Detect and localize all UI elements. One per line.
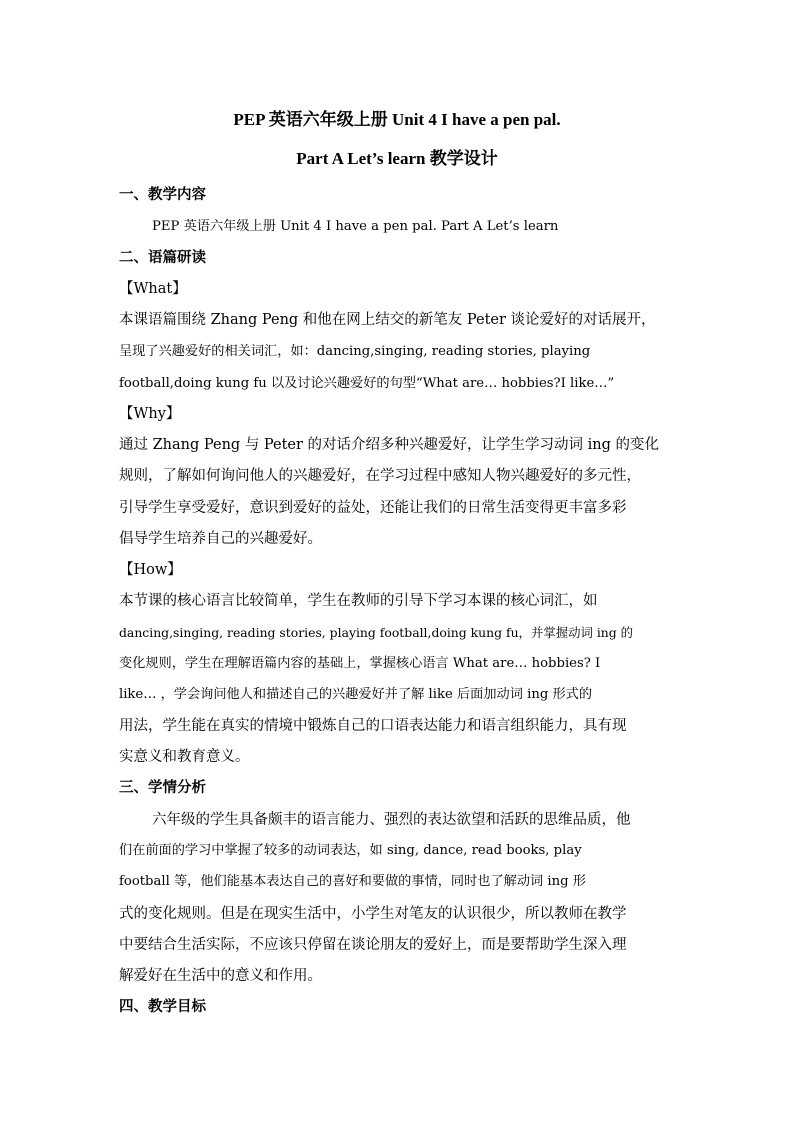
how-paragraph-line: 用法，学生能在真实的情境中锻炼自己的口语表达能力和语言组织能力，具有现 [119, 718, 627, 734]
section-heading-teaching-objectives: 四、教学目标 [119, 998, 206, 1015]
document-title: PEP 英语六年级上册 Unit 4 I have a pen pal. [233, 110, 561, 129]
why-label: 【Why】 [119, 406, 181, 422]
why-paragraph-line: 倡导学生培养自己的兴趣爱好。 [119, 531, 322, 547]
learner-analysis-line: 中要结合生活实际，不应该只停留在谈论朋友的爱好上，而是要帮助学生深入理 [119, 937, 627, 953]
why-paragraph-line: 通过 Zhang Peng 与 Peter 的对话介绍多种兴趣爱好，让学生学习动词 ing 的变化 [119, 437, 660, 453]
document-subtitle: Part A Let’s learn 教学设计 [296, 149, 498, 168]
what-paragraph-line: 本课语篇围绕 Zhang Peng 和他在网上结交的新笔友 Peter 谈论爱好的对话展开， [119, 312, 656, 328]
learner-analysis-line: 们在前面的学习中掌握了较多的动词表达，如 sing, dance, read books, play [119, 843, 582, 858]
learner-analysis-line: 解爱好在生活中的意义和作用。 [119, 968, 322, 984]
how-paragraph-line: 本节课的核心语言比较简单，学生在教师的引导下学习本课的核心词汇，如 [119, 593, 598, 609]
learner-analysis-line: football 等，他们能基本表达自己的喜好和要做的事情，同时也了解动词 ing 形 [119, 874, 586, 889]
how-paragraph-line: 实意义和教育意义。 [119, 749, 250, 765]
what-paragraph-line: 呈现了兴趣爱好的相关词汇，如：dancing,singing, reading stories, playing [119, 344, 591, 359]
why-paragraph-line: 规则，了解如何询问他人的兴趣爱好，在学习过程中感知人物兴趣爱好的多元性， [119, 468, 641, 484]
what-paragraph-line: football,doing kung fu 以及讨论兴趣爱好的句型“What are… hobbies?I like…” [119, 376, 615, 391]
how-paragraph-line: 变化规则，学生在理解语篇内容的基础上，掌握核心语言 What are… hobbies? I [119, 656, 601, 671]
section-heading-learner-analysis: 三、学情分析 [119, 779, 206, 796]
how-paragraph-line: like… ，学会询问他人和描述自己的兴趣爱好并了解 like 后面加动词 ing 形式的 [119, 687, 593, 702]
learner-analysis-line: 六年级的学生具备颇丰的语言能力、强烈的表达欲望和活跃的思维品质，他 [152, 812, 631, 828]
teaching-content-text: PEP 英语六年级上册 Unit 4 I have a pen pal. Part A Let’s learn [152, 219, 559, 234]
how-label: 【How】 [119, 562, 182, 578]
how-paragraph-line: dancing,singing, reading stories, playing football,doing kung fu，并掌握动词 ing 的 [119, 625, 634, 640]
section-heading-text-analysis: 二、语篇研读 [119, 249, 206, 266]
section-heading-teaching-content: 一、教学内容 [119, 186, 206, 203]
learner-analysis-line: 式的变化规则。但是在现实生活中，小学生对笔友的认识很少，所以教师在教学 [119, 906, 627, 922]
why-paragraph-line: 引导学生享受爱好，意识到爱好的益处，还能让我们的日常生活变得更丰富多彩 [119, 500, 627, 516]
what-label: 【What】 [119, 281, 187, 297]
